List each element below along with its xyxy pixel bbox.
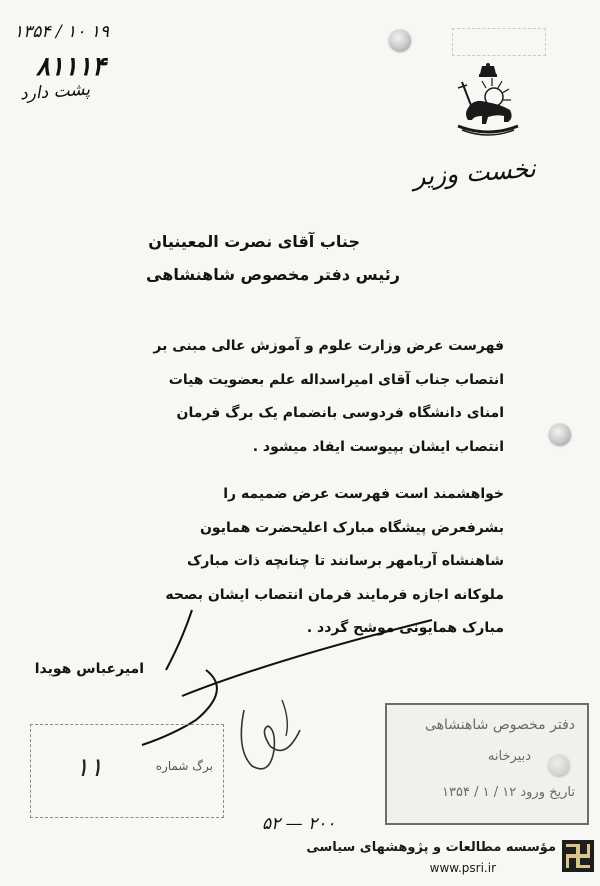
- body-paragraph-1: [153, 330, 504, 464]
- receipt-stamp-office: دفتر مخصوص شاهنشاهی: [424, 717, 575, 733]
- page-number: ۵۲ — ۲۰۰: [262, 814, 336, 834]
- behind-note: پشت دارد: [19, 79, 91, 105]
- signature-name: امیرعباس هویدا: [34, 661, 144, 677]
- lion-and-sun-emblem-icon: [452, 62, 524, 138]
- addressee-name: جناب آقای نصرت المعینیان: [148, 232, 360, 251]
- registration-stamp: [30, 724, 224, 818]
- receipt-stamp: [385, 703, 589, 825]
- punch-hole-top: [389, 30, 411, 52]
- footer-watermark: [306, 836, 556, 880]
- file-date-annotation: ۱۳۵۴ / ۱۰ ۱۹: [14, 22, 109, 42]
- body-line: شاهنشاه آریامهر برسانند تا چنانچه ذات مبارک: [187, 553, 504, 569]
- footer-url[interactable]: www.psri.ir: [429, 861, 496, 875]
- punch-hole-right: [549, 424, 571, 446]
- body-line: خواهشمند است فهرست عرض ضمیمه را: [223, 486, 504, 502]
- body-line: ملوکانه اجازه فرمایند فرمان انتصاب ایشان بصحه: [165, 586, 504, 603]
- body-line: مبارک همایونی موشح گردد .: [306, 620, 504, 636]
- body-line: انتصاب ایشان بپیوست ایفاد میشود .: [252, 438, 504, 455]
- faded-stamp: [452, 28, 546, 56]
- body-line: بشرفعرض پیشگاه مبارک اعلیحضرت همایون: [199, 519, 504, 536]
- body-line: امنای دانشگاه فردوسی بانضمام یک برگ فرمان: [176, 405, 504, 421]
- office-title: نخست وزیر: [412, 153, 537, 192]
- registration-stamp-number: ۱۱: [75, 753, 103, 783]
- footer-organization: مؤسسه مطالعات و پژوهشهای سیاسی: [306, 840, 556, 855]
- receipt-stamp-date: تاریخ ورود ۱۲ / ۱ / ۱۳۵۴: [442, 785, 575, 800]
- reference-number: ۸۱۱۱۴: [36, 52, 106, 82]
- approval-scribble: [230, 690, 310, 790]
- addressee-title: رئیس دفتر مخصوص شاهنشاهی: [146, 265, 400, 284]
- body-line: انتصاب جناب آقای امیراسداله علم بعضویت هیات: [168, 371, 504, 388]
- registration-stamp-label: برگ شماره: [155, 759, 213, 773]
- receipt-stamp-secretariat: دبیرخانه: [487, 749, 531, 764]
- body-line: فهرست عرض وزارت علوم و آموزش عالی مبنی بر: [153, 338, 504, 354]
- institute-logo-icon: [562, 840, 594, 872]
